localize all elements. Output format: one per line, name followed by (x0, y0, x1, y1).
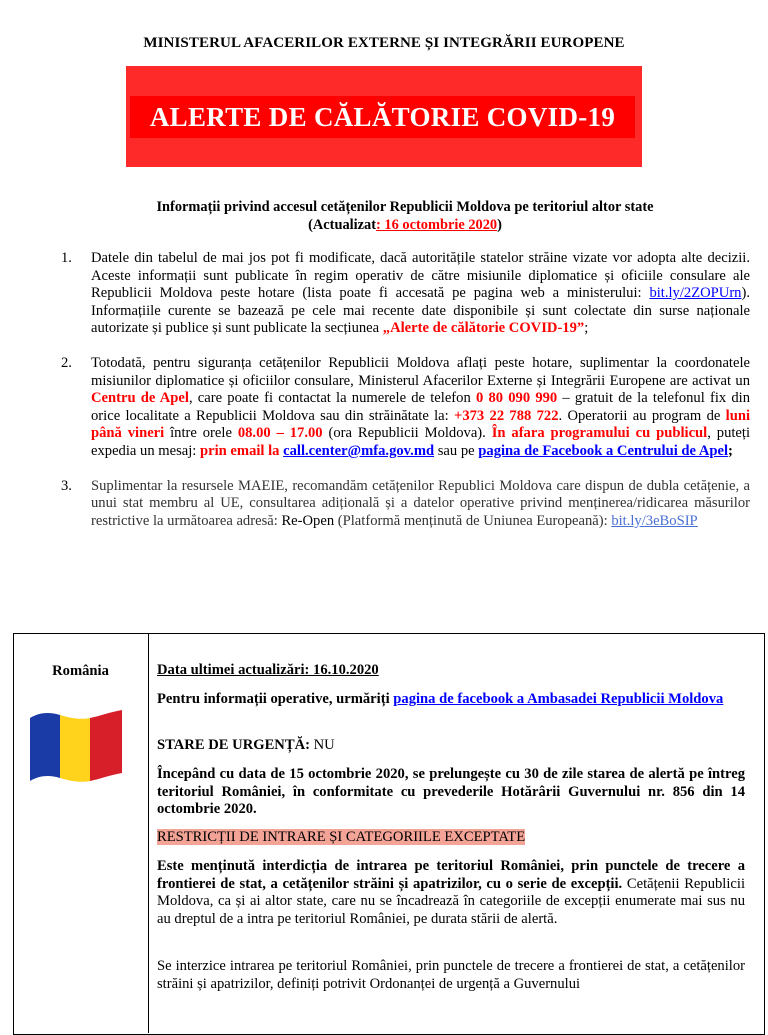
phone-abroad: +373 22 788 722 (454, 407, 559, 424)
item-text: – gratuit de la telefonul fix din orice localitate a Republicii Moldova sau din străinătate la: (91, 390, 751, 424)
item-number: 3. (61, 477, 72, 494)
item-text: (Platformă menținută de Uniunea Europeană): (334, 512, 612, 529)
email-label: prin email la (200, 442, 284, 459)
facebook-call-center-link[interactable]: pagina de Facebook a Centrului de Apel (478, 442, 729, 459)
romania-flag-icon (28, 708, 124, 782)
intro-line: Informații privind accesul cetățenilor Republicii Moldova pe teritoriul altor state (156, 199, 654, 215)
item-number: 2. (61, 354, 72, 371)
section-name: „Alerte de călătorie COVID-19” (382, 320, 585, 337)
list-item (61, 250, 750, 338)
item-text: între orele (164, 425, 238, 442)
list-item (61, 477, 750, 531)
call-center-name: Centru de Apel (91, 390, 189, 407)
updated-suffix: ) (497, 217, 502, 233)
operative-text: Pentru informații operative, urmăriți (157, 691, 394, 707)
work-hours: 08.00 – 17.00 (237, 425, 323, 442)
entry-ban-text: Cetățenii Republicii Moldova, ca și ai altor state, care nu se încadrează în categoriile de excepții enumerate mai sus nu au dreptul de a intra pe teritoriul României, pe durata stării de alertă. (157, 875, 745, 927)
entry-ban-bold: Este menținută interdicția de intrarea pe teritoriul României, prin punctele de trecere a frontierei de stat, a cetățenilor străini și apatrizilor, cu o serie de excepții. (157, 858, 745, 892)
outside-hours: În afara programului cu publicul (491, 425, 708, 442)
ministry-list-link[interactable]: bit.ly/2ZOPUrn (649, 285, 742, 302)
item-text: ). Informațiile curente se bazează pe cele mai recente date disponibile și sunt colectate din surse naționale autorizate și publice și sunt publicate la secțiunea (91, 285, 750, 337)
restrictions-heading (157, 829, 745, 847)
last-update (157, 662, 745, 680)
item-text: , puteți expedia un mesaj: (91, 425, 751, 459)
item-text: (ora Republicii Moldova). (322, 425, 492, 442)
item-number: 1. (61, 250, 72, 266)
updated-date: : 16 octombrie 2020 (376, 217, 498, 233)
item-text: Suplimentar la resursele MAEIE, recomandăm cetățenilor Republici Moldova care dispun de dubla cetățenie, a unui stat membru al UE, consultarea adițională și a datelor operative privind menținerea/ridicarea măsurilor restrictive la următoarea adresă: (91, 477, 750, 529)
entry-ban (157, 858, 745, 928)
item-text: sau pe (434, 442, 479, 459)
phone-free: 0 80 090 990 (475, 390, 558, 407)
ministry-name: MINISTERUL AFACERILOR EXTERNE ȘI INTEGRĂRII EUROPENE (143, 35, 625, 51)
table-column-divider (148, 633, 149, 1033)
operative-info (157, 691, 745, 709)
item-text: , care poate fi contactat la numerele de telefon (188, 390, 476, 407)
emergency-state (157, 737, 745, 755)
item-text: . Operatorii au program de (558, 407, 726, 424)
updated-prefix: (Actualizat (308, 217, 377, 233)
flag-red-stripe (90, 710, 122, 781)
list-item (61, 354, 751, 461)
flag-blue-stripe (30, 713, 60, 781)
emergency-value: NU (313, 737, 335, 753)
info-list (61, 250, 751, 547)
item-text: Datele din tabelul de mai jos pot fi modificate, dacă autoritățile statelor străine vizate vor adopta alte decizii. Aceste informații sunt publicate în regim operativ de către misiunile diplomatice și oficiile consulare ale Republicii Moldova peste hotare (lista poate fi accesată pe pagina web a ministerului: (91, 250, 750, 302)
flag-yellow-stripe (60, 715, 90, 782)
banner-title: ALERTE DE CĂLĂTORIE COVID-19 (130, 96, 635, 138)
entry-ban-detail: Se interzice intrarea pe teritoriul României, prin punctele de trecere a frontierei de stat, a cetățenilor străini și apatrizilor, definiți potrivit Ordonanței de urgență a Guvernului (157, 958, 745, 992)
country-name: România (52, 663, 109, 679)
restrictions-heading-text: RESTRICȚII DE INTRARE ȘI CATEGORIILE EXCEPTATE (157, 829, 526, 845)
intro-updated (60, 216, 750, 234)
alert-extension: Începând cu data de 15 octombrie 2020, se prelungește cu 30 de zile starea de alertă pe întreg teritoriul României, în conformitate cu prevederile Hotărârii Guvernului nr. 856 din 14 octombrie 2020. (157, 766, 745, 818)
item-text: ; (584, 320, 589, 337)
item-text: Totodată, pentru siguranța cetățenilor Republicii Moldova aflați peste hotare, suplimentar la coordonatele misiunilor diplomatice și oficiilor consulare, Ministerul Afacerilor Externe și Integrării Europene are activat un (91, 354, 750, 389)
reopen-link[interactable]: bit.ly/3eBoSIP (611, 512, 698, 529)
last-update-text: Data ultimei actualizări: 16.10.2020 (157, 662, 379, 678)
email-link[interactable]: call.center@mfa.gov.md (283, 442, 435, 459)
work-days: luni până vineri (91, 407, 750, 442)
emergency-label: STARE DE URGENȚĂ: (157, 737, 314, 753)
embassy-facebook-link[interactable]: pagina de facebook a Ambasadei Republicii Moldova (393, 691, 724, 707)
reopen-name: Re-Open (281, 512, 335, 529)
item-text: ; (728, 442, 733, 459)
intro-heading (60, 198, 750, 234)
